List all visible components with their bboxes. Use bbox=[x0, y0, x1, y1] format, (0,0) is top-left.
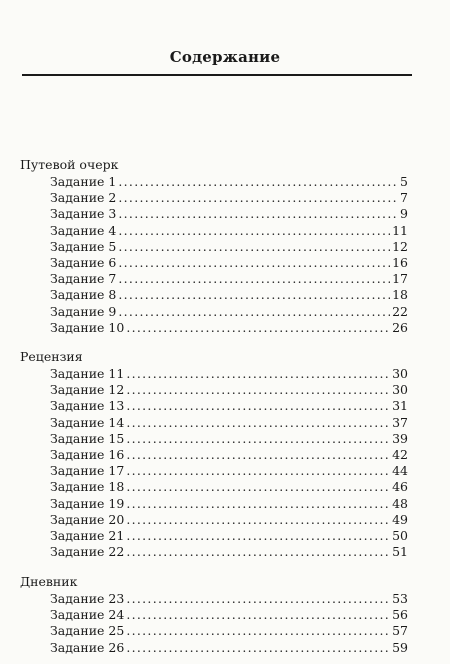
section-heading: Дневник bbox=[20, 574, 78, 589]
toc-entry[interactable] bbox=[50, 640, 408, 656]
toc-entry-page-number: 18 bbox=[392, 287, 408, 303]
toc-entry[interactable] bbox=[50, 190, 408, 206]
dot-leader bbox=[126, 463, 390, 478]
toc-entry[interactable] bbox=[50, 479, 408, 495]
dot-leader bbox=[126, 496, 390, 511]
dot-leader bbox=[126, 607, 390, 622]
toc-entry-page-number: 42 bbox=[392, 447, 408, 462]
toc-entry[interactable] bbox=[50, 239, 408, 255]
section-heading: Путевой очерк bbox=[20, 157, 119, 172]
toc-entry-page-number: 53 bbox=[392, 591, 408, 606]
toc-entry[interactable] bbox=[50, 431, 408, 447]
toc-entry-page-number: 7 bbox=[400, 190, 408, 206]
toc-entry-label: Задание 14 bbox=[50, 414, 125, 430]
toc-entry[interactable] bbox=[50, 366, 408, 382]
toc-entry-label: Задание 1 bbox=[50, 174, 117, 189]
dot-leader bbox=[118, 223, 390, 238]
toc-entry-page-number: 5 bbox=[400, 174, 408, 189]
dot-leader bbox=[126, 382, 390, 397]
toc-entry[interactable] bbox=[50, 287, 408, 303]
dot-leader bbox=[118, 304, 390, 319]
toc-entry-page-number: 26 bbox=[392, 319, 408, 335]
toc-entry-page-number: 49 bbox=[392, 511, 408, 527]
toc-entry[interactable] bbox=[50, 607, 408, 623]
toc-entry-label: Задание 13 bbox=[50, 398, 125, 414]
dot-leader bbox=[126, 320, 390, 335]
toc-entry[interactable] bbox=[50, 206, 408, 222]
toc-entry-page-number: 59 bbox=[392, 639, 408, 655]
dot-leader bbox=[126, 528, 390, 543]
dot-leader bbox=[118, 271, 390, 286]
toc-entry-label: Задание 26 bbox=[50, 639, 125, 655]
toc-entry[interactable] bbox=[50, 174, 408, 190]
dot-leader bbox=[126, 415, 390, 430]
toc-entry-page-number: 44 bbox=[392, 463, 408, 479]
toc-entry-label: Задание 12 bbox=[50, 382, 125, 398]
toc-entry-label: Задание 4 bbox=[50, 222, 117, 238]
toc-entry-label: Задание 2 bbox=[50, 190, 117, 206]
dot-leader bbox=[126, 398, 390, 413]
toc-entry-page-number: 16 bbox=[392, 255, 408, 270]
toc-entry-label: Задание 10 bbox=[50, 319, 125, 335]
toc-entry-page-number: 50 bbox=[392, 528, 408, 543]
toc-entry-label: Задание 18 bbox=[50, 479, 125, 495]
toc-entry[interactable] bbox=[50, 544, 408, 560]
toc-entry[interactable] bbox=[50, 415, 408, 431]
dot-leader bbox=[118, 239, 390, 254]
toc-entry[interactable] bbox=[50, 512, 408, 528]
dot-leader bbox=[126, 591, 390, 606]
toc-entry-label: Задание 3 bbox=[50, 206, 117, 222]
toc-entry-page-number: 51 bbox=[392, 544, 408, 560]
dot-leader bbox=[118, 255, 390, 270]
toc-entry-page-number: 48 bbox=[392, 495, 408, 511]
toc-entry[interactable] bbox=[50, 255, 408, 271]
toc-entry-label: Задание 17 bbox=[50, 463, 125, 479]
toc-entry-page-number: 46 bbox=[392, 479, 408, 495]
toc-entry-label: Задание 7 bbox=[50, 271, 117, 287]
toc-entry-label: Задание 8 bbox=[50, 287, 117, 303]
toc-entry-label: Задание 11 bbox=[50, 366, 125, 381]
toc-entry[interactable] bbox=[50, 591, 408, 607]
toc-entry-page-number: 56 bbox=[392, 607, 408, 623]
dot-leader bbox=[126, 479, 390, 494]
toc-entry[interactable] bbox=[50, 320, 408, 336]
dot-leader bbox=[118, 287, 390, 302]
dot-leader bbox=[118, 174, 398, 189]
dot-leader bbox=[126, 640, 390, 655]
dot-leader bbox=[126, 544, 390, 559]
toc-entry-label: Задание 23 bbox=[50, 591, 125, 606]
dot-leader bbox=[118, 190, 398, 205]
toc-entry-label: Задание 19 bbox=[50, 495, 125, 511]
section-heading: Рецензия bbox=[20, 349, 83, 364]
toc-entry-page-number: 57 bbox=[392, 623, 408, 639]
toc-entry-page-number: 22 bbox=[392, 303, 408, 319]
toc-entry-label: Задание 15 bbox=[50, 430, 125, 446]
toc-entry[interactable] bbox=[50, 447, 408, 463]
toc-entry[interactable] bbox=[50, 223, 408, 239]
title-divider bbox=[22, 74, 412, 76]
toc-entry[interactable] bbox=[50, 528, 408, 544]
toc-entry-page-number: 39 bbox=[392, 430, 408, 446]
dot-leader bbox=[126, 431, 390, 446]
toc-entry-label: Задание 20 bbox=[50, 511, 125, 527]
toc-entry-page-number: 17 bbox=[392, 271, 408, 287]
toc-entry-page-number: 12 bbox=[392, 238, 408, 254]
dot-leader bbox=[126, 512, 390, 527]
toc-entry[interactable] bbox=[50, 623, 408, 639]
dot-leader bbox=[126, 623, 390, 638]
dot-leader bbox=[126, 447, 390, 462]
toc-entry[interactable] bbox=[50, 271, 408, 287]
toc-entry-label: Задание 16 bbox=[50, 447, 125, 462]
dot-leader bbox=[118, 206, 398, 221]
toc-entry-page-number: 11 bbox=[392, 222, 408, 238]
toc-entry[interactable] bbox=[50, 496, 408, 512]
toc-entry-page-number: 30 bbox=[392, 382, 408, 398]
toc-entry-label: Задание 9 bbox=[50, 303, 117, 319]
toc-entry-page-number: 37 bbox=[392, 414, 408, 430]
toc-entry-label: Задание 21 bbox=[50, 528, 125, 543]
toc-entry-page-number: 9 bbox=[400, 206, 408, 222]
toc-entry-label: Задание 5 bbox=[50, 238, 117, 254]
toc-entry[interactable] bbox=[50, 463, 408, 479]
toc-entry-label: Задание 25 bbox=[50, 623, 125, 639]
toc-entry-page-number: 30 bbox=[392, 366, 408, 381]
toc-entry-label: Задание 22 bbox=[50, 544, 125, 560]
toc-entry-label: Задание 6 bbox=[50, 255, 117, 270]
dot-leader bbox=[126, 366, 390, 381]
toc-entry-label: Задание 24 bbox=[50, 607, 125, 623]
toc-entry[interactable] bbox=[50, 398, 408, 414]
toc-entry[interactable] bbox=[50, 382, 408, 398]
toc-entry[interactable] bbox=[50, 304, 408, 320]
toc-entry-page-number: 31 bbox=[392, 398, 408, 414]
page-title: Содержание bbox=[169, 48, 281, 66]
